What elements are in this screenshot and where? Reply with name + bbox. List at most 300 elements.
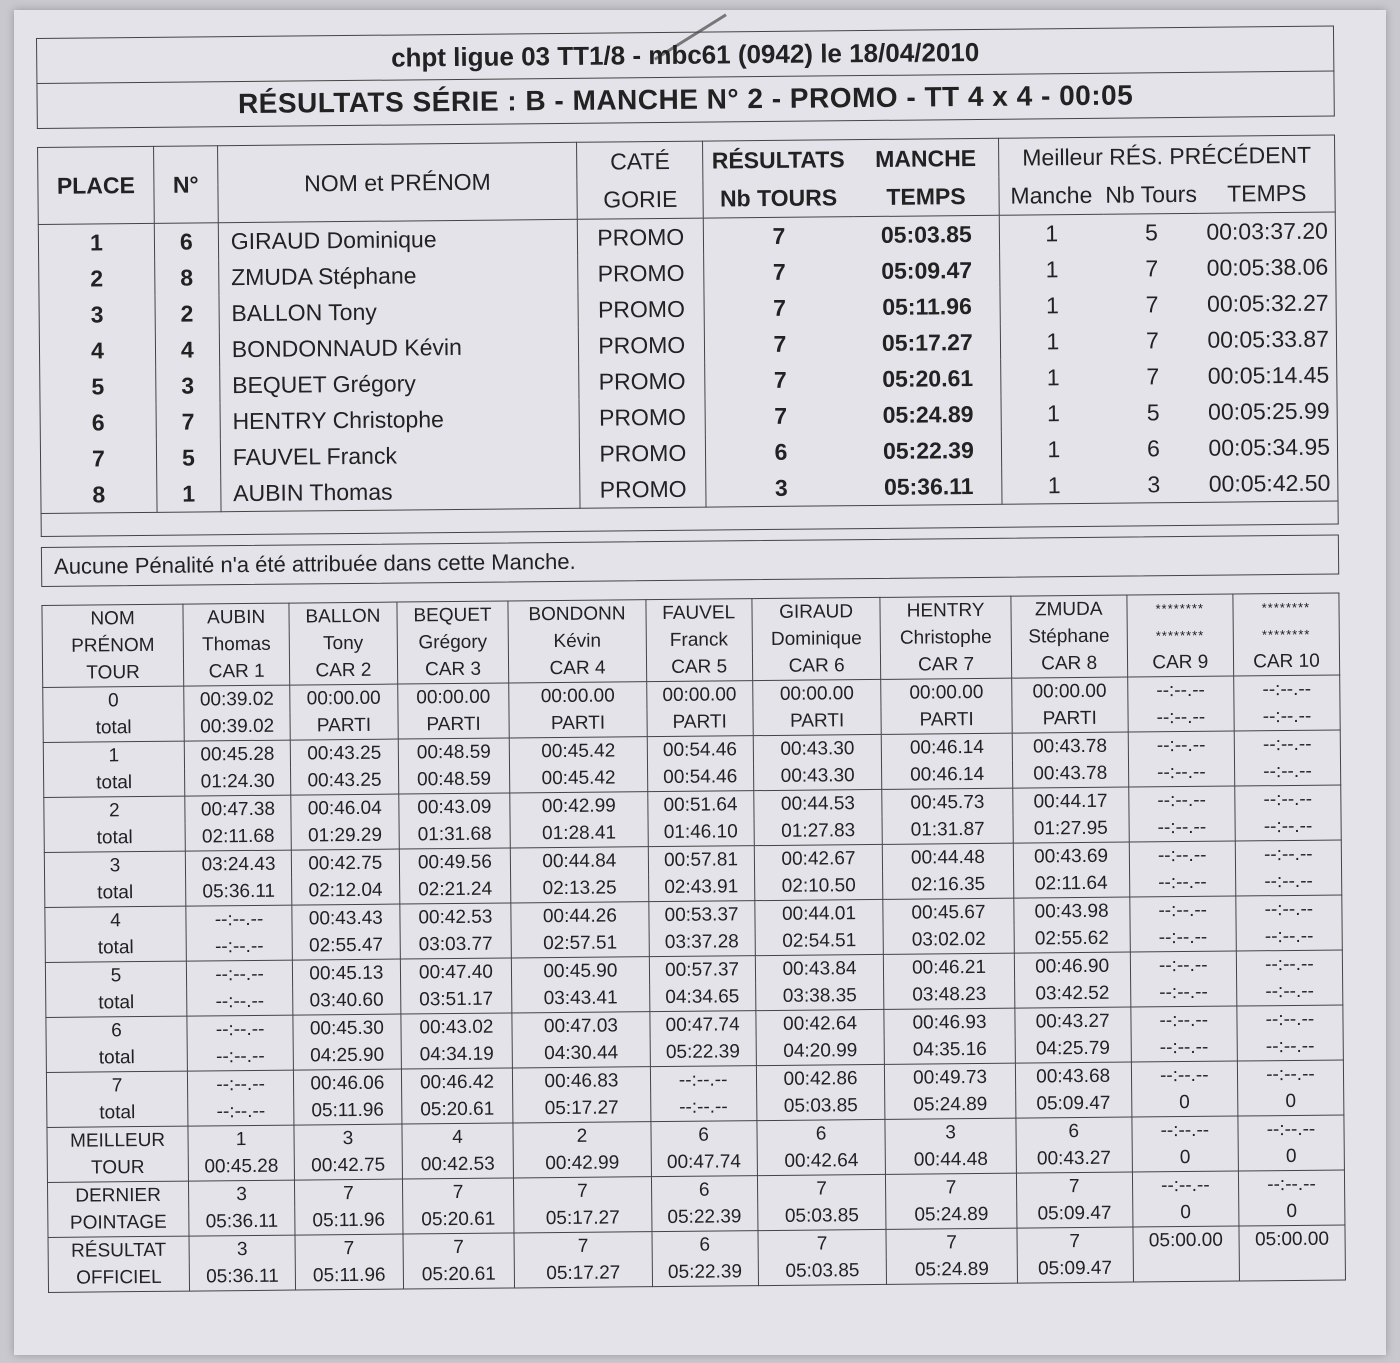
lap-time: --:--.--: [1237, 1005, 1343, 1034]
result-category: PROMO: [578, 218, 704, 256]
lap-cumulative-time: 05:20.61: [401, 1095, 513, 1124]
lap-cumulative-time: 04:30.44: [512, 1039, 649, 1068]
result-name: AUBIN Thomas: [221, 472, 581, 512]
lap-time: 00:43.98: [1013, 897, 1129, 926]
lap-cumulative-time: 03:38.35: [755, 982, 884, 1011]
result-prev-manche: 1: [1001, 359, 1105, 396]
lap-time: 00:57.81: [648, 846, 754, 875]
car-prenom: Christophe: [881, 624, 1011, 652]
result-category: PROMO: [579, 327, 705, 364]
result-category: PROMO: [579, 363, 705, 400]
result-category: PROMO: [578, 291, 704, 328]
lap-time: --:--.--: [1236, 950, 1342, 979]
lap-time: 00:47.74: [649, 1011, 755, 1040]
summary-value-bottom: [1239, 1252, 1345, 1281]
summary-value-top: 3: [189, 1235, 295, 1264]
lap-time: --:--.--: [1235, 785, 1341, 814]
lap-number: 1: [43, 741, 184, 770]
lap-time: --:--.--: [1234, 730, 1340, 759]
lap-cumulative-time: 00:45.42: [510, 764, 647, 793]
col-previous-top: Meilleur RÉS. PRÉCÉDENT: [999, 135, 1335, 177]
lap-cumulative-time: --:--.--: [1234, 703, 1340, 732]
lap-time: 00:49.56: [399, 848, 511, 877]
result-time: 05:09.47: [854, 252, 1000, 289]
lap-cumulative-time: --:--.--: [1130, 979, 1236, 1008]
summary-value-bottom: 00:43.27: [1016, 1145, 1132, 1174]
result-place: 1: [38, 223, 154, 261]
lap-time: 00:46.83: [513, 1067, 650, 1096]
result-prev-time: 00:03:37.20: [1199, 212, 1335, 250]
lap-time: --:--.--: [1131, 1006, 1237, 1035]
lap-time: 00:00.00: [509, 682, 646, 711]
lap-time: 00:45.30: [293, 1014, 401, 1043]
lap-cumulative-time: 01:31.68: [399, 820, 511, 849]
lap-time: 00:42.53: [399, 903, 511, 932]
summary-value-bottom: 0: [1132, 1199, 1238, 1228]
result-number: 2: [155, 295, 219, 332]
result-prev-laps: 7: [1145, 326, 1159, 353]
col-number: N°: [153, 146, 218, 224]
summary-value-top: 3: [294, 1124, 402, 1153]
lap-cumulative-time: --:--.--: [650, 1093, 756, 1122]
lap-cumulative-time: 01:27.83: [754, 817, 883, 846]
lap-time: 00:44.17: [1012, 787, 1128, 816]
car-nom: BONDONN: [508, 600, 645, 629]
summary-value-top: --:--.--: [1238, 1170, 1344, 1199]
lap-time: --:--.--: [1237, 1060, 1343, 1089]
lap-cumulative-time: 02:55.47: [292, 932, 400, 961]
lap-cumulative-time: --:--.--: [1235, 868, 1341, 897]
lap-cumulative-time: 00:48.59: [398, 765, 510, 794]
lap-number: 0: [43, 686, 184, 715]
lap-cumulative-time: 01:24.30: [185, 768, 291, 797]
lap-time: 00:45.13: [292, 959, 400, 988]
summary-value-top: 7: [295, 1234, 403, 1263]
laps-table: [41, 593, 1346, 1293]
lap-total-label: total: [43, 714, 184, 743]
result-number: 8: [155, 259, 219, 296]
lap-cumulative-time: --:--.--: [1235, 813, 1341, 842]
car-number: CAR 9: [1127, 649, 1233, 678]
result-prev-laps: 6: [1146, 434, 1161, 461]
lap-time: --:--.--: [1129, 841, 1235, 870]
lap-cumulative-time: PARTI: [509, 709, 646, 738]
result-prev-time: 00:05:25.99: [1201, 393, 1337, 430]
lap-total-label: total: [46, 1044, 187, 1073]
summary-value-bottom: 05:09.47: [1017, 1255, 1133, 1284]
lap-cumulative-time: 02:11.64: [1013, 870, 1129, 899]
result-prev-time: 00:05:14.45: [1201, 357, 1337, 394]
result-category: PROMO: [580, 435, 706, 472]
result-name: BEQUET Grégory: [219, 364, 579, 403]
laps-label-prenom: PRÉNOM: [42, 632, 183, 660]
result-place: 4: [39, 332, 155, 369]
lap-cumulative-time: 01:27.95: [1013, 815, 1129, 844]
result-number: 1: [157, 475, 221, 512]
summary-value-top: 05:00.00: [1133, 1226, 1239, 1255]
summary-value-top: 05:00.00: [1239, 1225, 1345, 1254]
summary-value-bottom: 00:42.99: [514, 1149, 651, 1178]
lap-time: 00:45.28: [184, 740, 290, 769]
result-name: GIRAUD Dominique: [218, 219, 578, 259]
lap-time: 00:00.00: [1011, 677, 1127, 706]
lap-time: 00:46.21: [884, 953, 1014, 982]
lap-cumulative-time: --:--.--: [1236, 923, 1342, 952]
summary-value-bottom: 0: [1239, 1197, 1345, 1226]
summary-value-bottom: 00:42.75: [294, 1152, 402, 1181]
col-place: PLACE: [38, 146, 155, 224]
lap-cumulative-time: 03:51.17: [400, 985, 512, 1014]
result-number: 3: [156, 367, 220, 404]
lap-cumulative-time: 05:03.85: [756, 1092, 885, 1121]
summary-value-top: 7: [757, 1174, 886, 1203]
summary-value-top: 1: [188, 1125, 294, 1154]
lap-time: 00:44.84: [511, 847, 648, 876]
lap-cumulative-time: --:--.--: [1130, 924, 1236, 953]
summary-value-top: 7: [514, 1232, 651, 1261]
laps-label-nom: NOM: [42, 604, 183, 633]
result-number: 5: [156, 439, 220, 476]
lap-number: 4: [45, 906, 186, 935]
lap-cumulative-time: 03:48.23: [884, 981, 1014, 1010]
lap-cumulative-time: PARTI: [398, 710, 510, 739]
lap-cumulative-time: 05:24.89: [885, 1091, 1015, 1120]
result-time: 05:20.61: [855, 360, 1001, 397]
lap-cumulative-time: --:--.--: [186, 933, 292, 962]
result-prev-laps: 7: [1146, 362, 1160, 389]
lap-cumulative-time: 00:54.46: [647, 763, 753, 792]
lap-cumulative-time: 04:20.99: [756, 1037, 885, 1066]
penalty-note: Aucune Pénalité n'a été attribuée dans cette Manche.: [41, 535, 1339, 587]
result-laps: 7: [705, 397, 855, 434]
lap-time: 00:46.06: [294, 1069, 402, 1098]
lap-cumulative-time: 0: [1237, 1087, 1343, 1116]
car-number: CAR 6: [752, 652, 881, 681]
car-nom: FAUVEL: [645, 599, 751, 628]
lap-cumulative-time: 05:17.27: [513, 1094, 650, 1123]
car-number: CAR 5: [646, 653, 752, 682]
result-prev-manche: 1: [999, 214, 1103, 251]
lap-time: 00:43.02: [400, 1013, 512, 1042]
lap-cumulative-time: 05:36.11: [186, 878, 292, 907]
lap-time: 00:47.03: [512, 1012, 649, 1041]
lap-total-label: total: [45, 879, 186, 908]
lap-time: --:--.--: [1127, 676, 1233, 705]
car-number: CAR 2: [290, 657, 398, 686]
lap-total-label: total: [46, 989, 187, 1018]
result-prev-laps: 7: [1145, 290, 1159, 317]
col-prev-manche: Manche: [999, 176, 1103, 215]
car-prenom: Stéphane: [1011, 623, 1127, 651]
lap-cumulative-time: 02:12.04: [292, 877, 400, 906]
lap-time: 00:46.90: [1014, 952, 1130, 981]
lap-time: --:--.--: [187, 1070, 293, 1099]
lap-time: --:--.--: [1234, 675, 1340, 704]
summary-value-top: 7: [758, 1229, 887, 1258]
lap-time: --:--.--: [1236, 895, 1342, 924]
lap-cumulative-time: 01:46.10: [648, 818, 754, 847]
lap-cumulative-time: 04:35.16: [885, 1036, 1015, 1065]
lap-time: --:--.--: [1129, 896, 1235, 925]
result-laps: 7: [704, 217, 854, 255]
lap-time: 00:43.84: [755, 954, 884, 983]
col-name: NOM et PRÉNOM: [217, 142, 577, 222]
lap-cumulative-time: 00:39.02: [184, 713, 290, 742]
result-place: 8: [41, 476, 157, 514]
car-number: CAR 7: [881, 651, 1011, 680]
lap-cumulative-time: PARTI: [290, 712, 398, 741]
result-time: 05:17.27: [855, 324, 1001, 361]
result-prev-manche: 1: [1000, 287, 1104, 324]
lap-cumulative-time: --:--.--: [188, 1098, 294, 1127]
summary-value-bottom: 0: [1238, 1142, 1344, 1171]
car-prenom: Dominique: [752, 625, 881, 653]
lap-total-label: total: [44, 824, 185, 853]
lap-time: 00:49.73: [885, 1063, 1015, 1092]
lap-cumulative-time: 02:10.50: [754, 872, 883, 901]
lap-time: 00:54.46: [647, 736, 753, 765]
car-number: CAR 8: [1011, 650, 1127, 679]
result-laps: 7: [705, 361, 855, 398]
summary-value-bottom: 00:47.74: [651, 1148, 757, 1177]
result-prev-time: 00:05:38.06: [1200, 249, 1336, 286]
car-prenom: Grégory: [397, 628, 509, 656]
result-place: 5: [40, 368, 156, 405]
result-name: HENTRY Christophe: [220, 400, 580, 439]
lap-cumulative-time: PARTI: [881, 706, 1011, 735]
lap-cumulative-time: 00:43.30: [753, 762, 882, 791]
lap-time: 03:24.43: [185, 850, 291, 879]
result-time: 05:36.11: [856, 468, 1002, 506]
lap-time: 00:43.78: [1012, 732, 1128, 761]
lap-cumulative-time: 03:37.28: [649, 928, 755, 957]
summary-value-top: 3: [885, 1118, 1015, 1147]
car-prenom: Tony: [289, 630, 397, 658]
summary-value-top: --:--.--: [1132, 1116, 1238, 1145]
lap-time: 00:44.26: [511, 902, 648, 931]
lap-cumulative-time: PARTI: [1012, 705, 1128, 734]
summary-value-top: --:--.--: [1238, 1115, 1344, 1144]
lap-time: --:--.--: [1128, 786, 1234, 815]
summary-value-top: 7: [295, 1179, 403, 1208]
result-laps: 7: [704, 253, 854, 290]
car-nom: AUBIN: [183, 603, 289, 632]
lap-time: 00:00.00: [752, 679, 881, 708]
lap-time: --:--.--: [186, 905, 292, 934]
lap-cumulative-time: 00:43.25: [291, 767, 399, 796]
summary-value-bottom: 0: [1132, 1144, 1238, 1173]
lap-time: 00:44.01: [754, 899, 883, 928]
result-category: PROMO: [580, 471, 706, 509]
summary-value-top: 6: [652, 1231, 758, 1260]
result-prev-time: 00:05:33.87: [1200, 321, 1336, 358]
result-place: 6: [40, 404, 156, 441]
col-category-top: CATÉ: [577, 141, 703, 181]
lap-cumulative-time: --:--.--: [1128, 759, 1234, 788]
car-nom: GIRAUD: [752, 597, 881, 626]
result-prev-manche: 1: [1000, 323, 1104, 360]
lap-cumulative-time: --:--.--: [1237, 1032, 1343, 1061]
lap-time: --:--.--: [1131, 1061, 1237, 1090]
car-number: CAR 4: [509, 654, 646, 683]
summary-value-bottom: 00:45.28: [188, 1153, 294, 1182]
lap-time: 00:43.25: [290, 739, 398, 768]
lap-time: 00:42.99: [510, 792, 647, 821]
laps-label-tour: TOUR: [42, 659, 183, 688]
summary-value-top: 7: [886, 1228, 1016, 1257]
lap-cumulative-time: 01:31.87: [882, 816, 1012, 845]
result-laps: 7: [704, 289, 854, 326]
summary-value-bottom: 05:20.61: [403, 1260, 515, 1289]
car-nom: HENTRY: [880, 596, 1010, 625]
summary-label-bottom: TOUR: [47, 1154, 188, 1183]
result-time: 05:03.85: [853, 215, 999, 253]
result-time: 05:11.96: [854, 288, 1000, 325]
result-prev-time: 00:05:32.27: [1200, 285, 1336, 322]
summary-label-top: MEILLEUR: [47, 1126, 188, 1155]
car-nom: ZMUDA: [1011, 595, 1127, 624]
series-subtitle: RÉSULTATS SÉRIE : B - MANCHE N° 2 - PROMO - TT 4 x 4 - 00:05: [37, 71, 1334, 128]
result-prev-time: 00:05:34.95: [1201, 429, 1337, 466]
lap-time: 00:46.14: [882, 733, 1012, 762]
lap-cumulative-time: 0: [1131, 1089, 1237, 1118]
lap-time: 00:00.00: [397, 683, 509, 712]
lap-cumulative-time: 02:13.25: [511, 874, 648, 903]
header-table: [36, 26, 1335, 129]
summary-value-top: 7: [1017, 1227, 1133, 1256]
lap-time: --:--.--: [1130, 951, 1236, 980]
summary-value-bottom: 05:17.27: [514, 1204, 651, 1233]
car-nom: BALLON: [289, 602, 397, 631]
lap-time: 00:00.00: [290, 684, 398, 713]
results-sheet: [14, 10, 1386, 1355]
lap-time: 00:43.69: [1013, 842, 1129, 871]
result-category: PROMO: [579, 399, 705, 436]
lap-cumulative-time: PARTI: [753, 707, 882, 736]
lap-cumulative-time: --:--.--: [187, 988, 293, 1017]
result-laps: 3: [706, 469, 856, 507]
lap-number: 3: [44, 851, 185, 880]
summary-value-top: 7: [886, 1173, 1016, 1202]
col-prev-tours: Nb Tours: [1103, 175, 1199, 214]
col-manche-top: MANCHE: [853, 138, 999, 178]
lap-cumulative-time: 03:42.52: [1014, 980, 1130, 1009]
result-number: 6: [154, 223, 218, 260]
lap-time: 00:51.64: [647, 791, 753, 820]
lap-cumulative-time: 02:55.62: [1014, 925, 1130, 954]
result-laps: 7: [705, 325, 855, 362]
result-time: 05:22.39: [856, 432, 1002, 469]
lap-time: --:--.--: [650, 1066, 756, 1095]
result-number: 4: [155, 331, 219, 368]
lap-time: 00:46.93: [884, 1008, 1014, 1037]
lap-time: 00:47.38: [185, 795, 291, 824]
summary-value-top: --:--.--: [1132, 1171, 1238, 1200]
result-name: ZMUDA Stéphane: [218, 256, 578, 295]
summary-value-bottom: 05:20.61: [402, 1205, 514, 1234]
col-category-bottom: GORIE: [577, 180, 703, 220]
result-prev-laps: 5: [1144, 218, 1158, 245]
lap-time: 00:00.00: [646, 681, 752, 710]
lap-cumulative-time: 02:43.91: [648, 873, 754, 902]
lap-cumulative-time: 04:25.79: [1015, 1035, 1131, 1064]
lap-cumulative-time: 03:43.41: [512, 984, 649, 1013]
lap-cumulative-time: --:--.--: [1236, 978, 1342, 1007]
lap-time: 00:44.48: [883, 843, 1013, 872]
lap-cumulative-time: 01:29.29: [291, 822, 399, 851]
result-prev-manche: 1: [1000, 251, 1104, 288]
lap-cumulative-time: --:--.--: [1131, 1034, 1237, 1063]
lap-cumulative-time: 03:40.60: [293, 987, 401, 1016]
lap-cumulative-time: 05:22.39: [650, 1038, 756, 1067]
col-manche-bottom: TEMPS: [853, 177, 999, 217]
lap-cumulative-time: 04:25.90: [293, 1042, 401, 1071]
lap-cumulative-time: --:--.--: [1234, 758, 1340, 787]
lap-time: --:--.--: [187, 1015, 293, 1044]
lap-time: 00:44.53: [753, 789, 882, 818]
result-prev-manche: 1: [1001, 395, 1105, 432]
col-results-top: RÉSULTATS: [703, 140, 853, 180]
lap-time: 00:00.00: [881, 678, 1011, 707]
summary-label-bottom: OFFICIEL: [48, 1264, 189, 1293]
result-prev-manche: 1: [1002, 467, 1106, 504]
summary-label-bottom: POINTAGE: [48, 1209, 189, 1238]
lap-cumulative-time: 03:03.77: [400, 930, 512, 959]
car-nom: BEQUET: [397, 601, 509, 630]
result-prev-laps: 7: [1145, 254, 1159, 281]
lap-time: 00:42.86: [756, 1064, 885, 1093]
sheet-content: [36, 26, 1346, 1293]
result-place: 3: [39, 296, 155, 333]
lap-time: 00:46.04: [291, 794, 399, 823]
lap-time: 00:42.75: [291, 849, 399, 878]
result-prev-manche: 1: [1001, 431, 1105, 468]
summary-value-bottom: 05:36.11: [189, 1208, 295, 1237]
summary-value-top: 7: [403, 1233, 515, 1262]
lap-time: 00:42.64: [756, 1009, 885, 1038]
summary-value-bottom: 05:22.39: [651, 1203, 757, 1232]
summary-value-bottom: [1133, 1254, 1239, 1283]
result-prev-laps: 5: [1146, 398, 1160, 425]
lap-total-label: total: [47, 1099, 188, 1128]
summary-value-bottom: 05:36.11: [189, 1263, 295, 1292]
result-category: PROMO: [578, 255, 704, 292]
lap-cumulative-time: 03:02.02: [884, 926, 1014, 955]
car-number: CAR 1: [183, 658, 289, 687]
summary-label-top: RÉSULTAT: [48, 1236, 189, 1265]
lap-time: 00:48.59: [398, 738, 510, 767]
lap-total-label: total: [45, 934, 186, 963]
lap-cumulative-time: 00:46.14: [882, 761, 1012, 790]
summary-value-bottom: 00:42.53: [402, 1150, 514, 1179]
lap-time: 00:53.37: [648, 901, 754, 930]
result-name: BALLON Tony: [219, 292, 579, 331]
lap-cumulative-time: 04:34.19: [401, 1040, 513, 1069]
summary-value-top: 3: [188, 1180, 294, 1209]
result-name: FAUVEL Franck: [220, 436, 580, 475]
lap-time: 00:46.42: [401, 1068, 513, 1097]
lap-cumulative-time: --:--.--: [1129, 869, 1235, 898]
col-prev-temps: TEMPS: [1199, 174, 1335, 214]
lap-time: 00:47.40: [400, 958, 512, 987]
lap-time: --:--.--: [1128, 731, 1234, 760]
summary-value-top: 2: [513, 1122, 650, 1151]
lap-time: 00:43.30: [753, 734, 882, 763]
lap-time: 00:57.37: [649, 956, 755, 985]
results-table: [37, 135, 1338, 514]
event-title: chpt ligue 03 TT1/8 - mbc61 (0942) le 18/04/2010: [37, 26, 1334, 83]
summary-value-bottom: 00:42.64: [757, 1147, 886, 1176]
